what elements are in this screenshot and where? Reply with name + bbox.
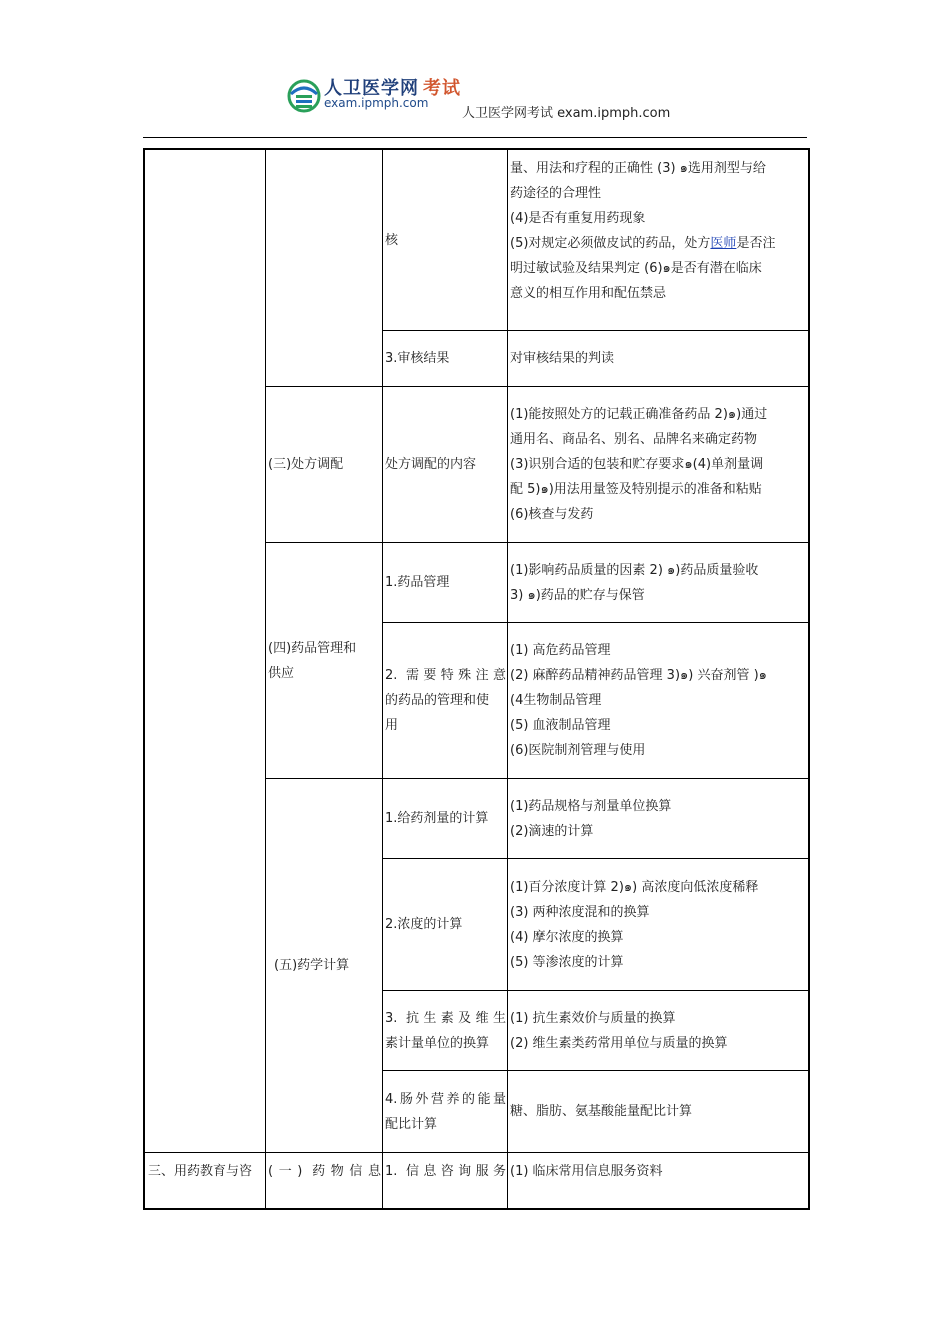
cell-line: (1) 抗生素效价与质量的换算 (510, 1010, 676, 1026)
cell-text: 处方调配的内容 (385, 457, 477, 472)
cell-line: (1) 高危药品管理 (510, 643, 611, 658)
table-cell (510, 1071, 807, 1152)
cell-line: 药途径的合理性 (510, 186, 602, 201)
header-divider (143, 137, 807, 138)
table-cell (385, 1153, 506, 1199)
cell-line (510, 231, 807, 256)
cell-line: (1)药品规格与剂量单位换算 (510, 798, 672, 814)
cell-text: 1.药品管理 (385, 575, 450, 590)
cell-text: 核 (385, 232, 399, 248)
table-cell (510, 543, 807, 622)
cell-line: 2. 需要特殊注意 (385, 668, 506, 683)
cell-line: (6)核查与发药 (510, 507, 594, 522)
cell-line: 素计量单位的换算 (385, 1035, 490, 1051)
logo-kaoshi: 考试 (423, 78, 461, 99)
cell-line: (1)百分浓度计算 2)๑) 高浓度向低浓度稀释 (510, 879, 759, 895)
cell-line: 4.肠外营养的能量 (385, 1091, 506, 1107)
table-cell (385, 991, 506, 1070)
table-cell (510, 331, 807, 386)
logo-text-en: exam.ipmph.com (324, 96, 429, 110)
table-cell (510, 859, 807, 990)
syllabus-table (143, 148, 810, 1210)
cell-line: (1)影响药品质量的因素 2) ๑)药品质量验收 (510, 562, 759, 578)
table-cell (385, 543, 506, 622)
table-cell (510, 991, 807, 1070)
table-cell (385, 623, 506, 778)
cell-line: 量、用法和疗程的正确性 (3) ๑选用剂型与给 (510, 161, 766, 176)
cell-line: 供应 (268, 665, 295, 681)
table-cell (385, 779, 506, 858)
col-border-3 (507, 150, 508, 1208)
cell-line: (1)能按照处方的记载正确准备药品 2)๑)通过 (510, 407, 768, 422)
cell-line: (6)医院制剂管理与使用 (510, 743, 646, 758)
cell-text: (1) 临床常用信息服务资料 (510, 1164, 663, 1179)
cell-line: 的药品的管理和使 (385, 693, 490, 708)
cell-line: 明过敏试验及结果判定 (6)๑是否有潜在临床 (510, 261, 762, 276)
cell-line: (4生物制品管理 (510, 693, 602, 708)
cell-line: 3. 抗生素及维生 (385, 1010, 506, 1026)
cell-line: (5) 等渗浓度的计算 (510, 954, 624, 970)
page-header (0, 0, 950, 140)
cell-line: 意义的相互作用和配伍禁忌 (510, 286, 667, 301)
cell-line: (2) 维生素类药常用单位与质量的换算 (510, 1035, 728, 1051)
cell-line: (2)滴速的计算 (510, 823, 594, 839)
cell-line: (4) 摩尔浓度的换算 (510, 929, 624, 945)
logo-mark-icon (286, 78, 322, 114)
cell-line: 配比计算 (385, 1116, 438, 1132)
physician-link[interactable]: 医师 (710, 236, 737, 251)
site-caption: 人卫医学网考试 exam.ipmph.com (462, 106, 671, 121)
cell-line: 通用名、商品名、别名、品牌名来确定药物 (510, 432, 758, 447)
table-cell (385, 859, 506, 990)
cell-line: (2) 麻醉药品精神药品管理 3)๑) 兴奋剂管 )๑ (510, 668, 767, 683)
cell-line: (3)识别合适的包装和贮存要求๑(4)单剂量调 (510, 457, 764, 472)
cell-text: 3.审核结果 (385, 351, 450, 366)
cell-line: (5) 血液制品管理 (510, 718, 611, 733)
col-border-1 (265, 150, 266, 1208)
table-cell (385, 331, 506, 386)
table-cell (385, 150, 506, 330)
cell-text: 三、用药教育与咨 (148, 1164, 253, 1179)
table-cell (268, 1153, 381, 1199)
table-cell (385, 1071, 506, 1152)
cell-text: 对审核结果的判读 (510, 351, 615, 366)
cell-line: (3) 两种浓度混和的换算 (510, 904, 650, 920)
table-cell (268, 779, 381, 1152)
table-cell (510, 387, 807, 542)
cell-line: 3) ๑)药品的贮存与保管 (510, 587, 645, 603)
table-cell (510, 1153, 807, 1199)
col-border-2 (382, 150, 383, 1208)
cell-line: 用 (385, 718, 399, 733)
cell-text: 是否注 (736, 236, 776, 251)
table-cell (148, 1153, 265, 1199)
cell-text: (5)对规定必须做皮试的药品，处方 (510, 236, 711, 251)
table-cell (268, 543, 381, 778)
cell-line: (4)是否有重复用药现象 (510, 211, 646, 226)
cell-text: 糖、脂肪、氨基酸能量配比计算 (510, 1104, 693, 1119)
table-cell (268, 387, 381, 542)
cell-text: (一) 药物信息 (268, 1164, 381, 1179)
cell-text: (三)处方调配 (268, 457, 344, 472)
cell-text: 1. 信息咨询服务 (385, 1164, 506, 1179)
table-cell (510, 623, 807, 778)
table-cell (510, 779, 807, 858)
table-cell (510, 156, 807, 324)
site-logo[interactable] (286, 76, 461, 116)
cell-text: 1.给药剂量的计算 (385, 811, 489, 826)
cell-line: (四)药品管理和 (268, 640, 357, 656)
cell-line: 配 5)๑)用法用量签及特别提示的准备和粘贴 (510, 482, 762, 497)
cell-text: (五)药学计算 (274, 958, 350, 973)
logo-name: 人卫医学网 (324, 78, 419, 99)
table-cell (385, 387, 506, 542)
cell-text: 2.浓度的计算 (385, 917, 463, 932)
